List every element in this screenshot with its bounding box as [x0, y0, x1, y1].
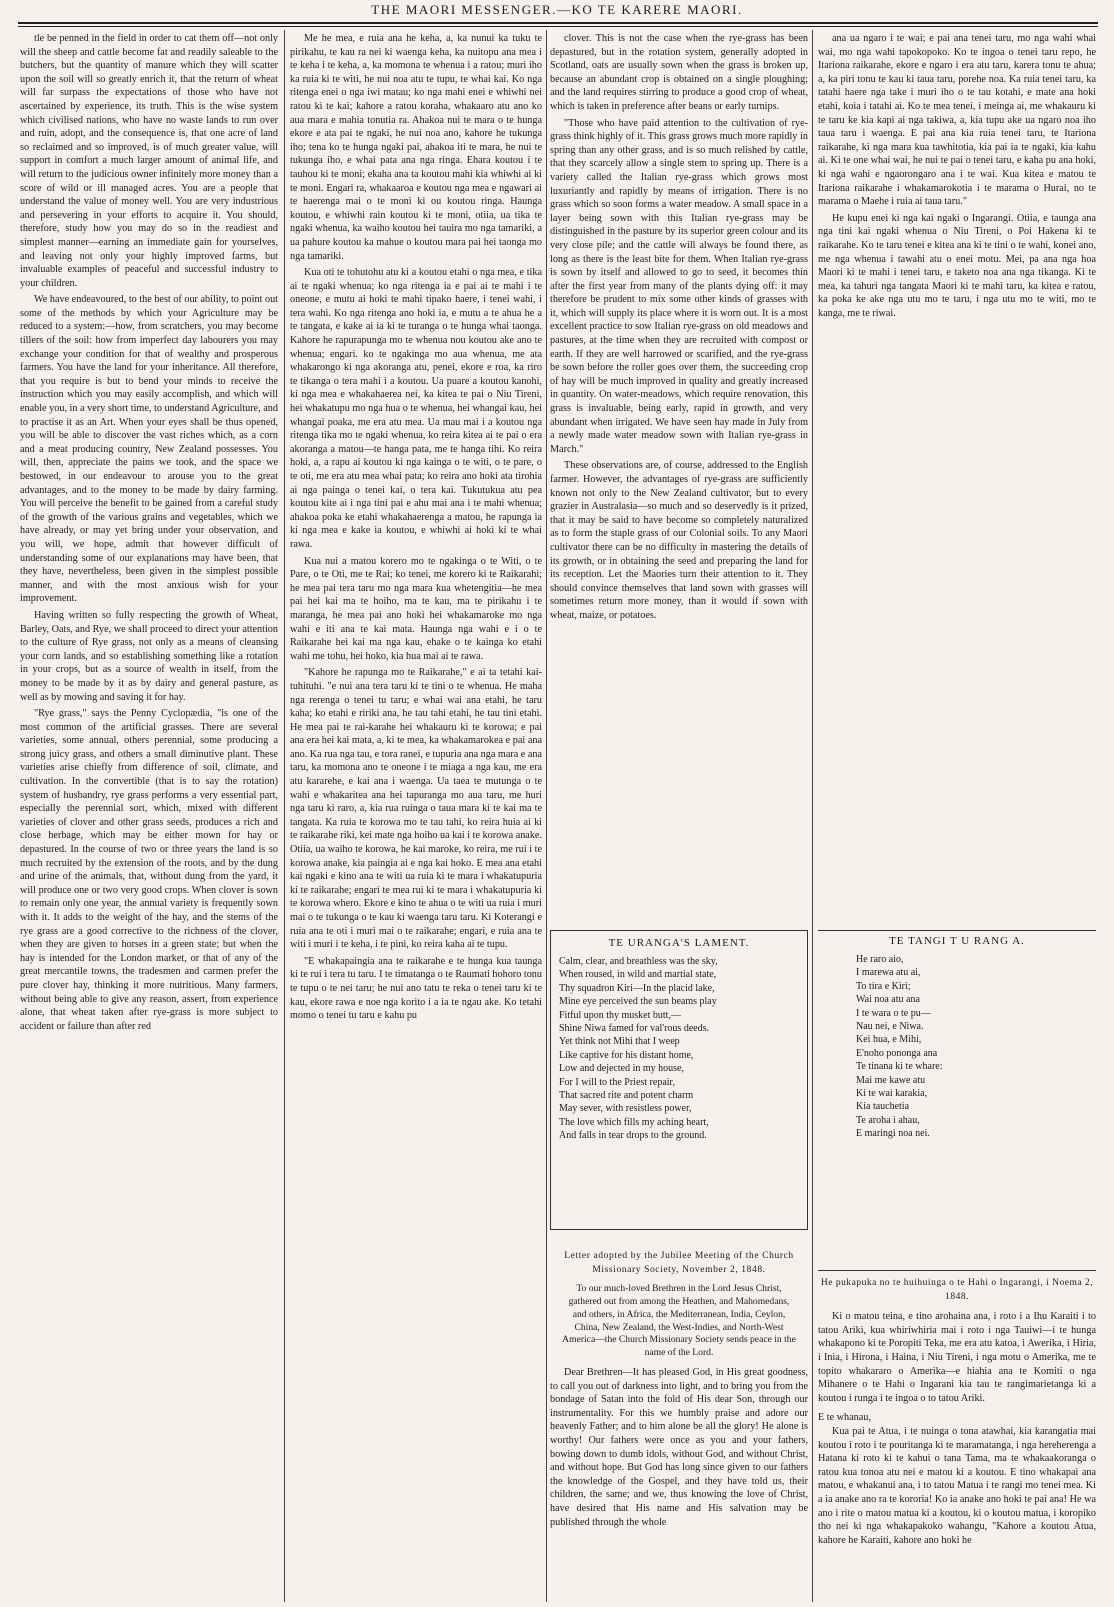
poem-line: Mai me kawe atu: [856, 1074, 926, 1086]
article-paragraph: clover. This is not the case when the rye-grass has been depastured, but in the rotation system, generally adopted in Scotland, oats are usually sown when the grass is broken up, because an abundant crop is obtained on a single ploughing; and the land requires stirring to produce a good crop of wheat, which is taken in preference after beans or early turnips.: [550, 33, 808, 112]
poem-line: Calm, clear, and breathless was the sky,: [559, 956, 718, 967]
letter-english: [550, 1250, 808, 1529]
poem-lament: [550, 930, 808, 1230]
letter-maori: [818, 1270, 1096, 1547]
poem-line: Thy squadron Kiri—In the placid lake,: [559, 982, 715, 994]
poem-line: And falls in tear drops to the ground.: [559, 1130, 707, 1142]
letter-heading: He pukapuka no te huihuinga o te Hahi o Ingarangi, i Noema 2, 1848.: [820, 1278, 1094, 1302]
article-paragraph: ana ua ngaro i te wai; e pai ana tenei taru, mo nga wahi whai wai, mo nga wahi tapokopoko. Ko te ingoa o tenei taru repo, he Itariona raikarahe, ekore e ngaro i era atu taru, karera tonu te ahua; a, ka piri tonu te kau ki taua taru, porehe noa. Ka ruia tenei taru, ka tatahi haere nga take i muri iho o te tau kotahi, e mate ana hoki etahi, koia i tatahi ai. Ko te mea tenei, i meinga ai, me whakauru ki te taru ke kia kapi ai nga takiwa, a, kia tupu ake ua ngaro noa iho taua taru i waenga. E pai ana kia ruia tenei taru, te Itariona raikarahe, ki nga mara kua tawhitotia, kia pai ia te ngaki, kia kahu ai. Ki te one whai wai, he nui te pai o tenei taru, e kaha pu ana hoki, ki nga wahi e ngaorongaro ana i te wai. Kua kitea e matou te Itariona raikarahe i whakamarokotia i te marama o Hurai, no te marama o Maehe i ruia ai taua taru.": [818, 33, 1096, 208]
column-maori-continued: [818, 32, 1096, 432]
article-paragraph: He kupu enei ki nga kai ngaki o Ingarangi. Otiia, e taunga ana nga tini kai ngaki whenua o Niu Tireni, o Poi Hakena ki te raikarahe. Ko te taru tenei e kitea ana ki te tini o te wahi, konei ano, me nga whenua i tawahi atu o enei motu. Mei, pa ana nga hoa Maori ki te mahi i tenei taru, e taketo noa ana nga tikanga. Ki te mea, ka tahuri nga tangata Maori ki te mahi taru, ka kitea e ratou, ka poka ke ake nga utu mo te taru, i nga utu mo te witi, mo te kanga, me te riwai.: [818, 212, 1096, 319]
masthead-rule: [18, 22, 1098, 24]
article-paragraph: Kua nui a matou korero mo te ngakinga o te Witi, o te Pare, o te Oti, me te Rai; ko tenei, me korero ki te Raikarahi; he mea pai tera taru mo nga mara kua whetengitia—he mea pai hei kai ma te hoiho, ma te kau, ma te pirikahu i te maranga, he mea pai ano hoki hei whakamaroke mo nga wahi e iti ana te kai mata. Haunga nga wahi e i o te Raikarahe hei kai ma nga kau, ehake o te kainga ko etahi wahi me tohu, hei hoko, kia hua mai ai te rawa.: [290, 555, 542, 662]
letter-intro: Ki o matou teina, e tino arohaina ana, i roto i a Ihu Karaiti i to tatou Ariki, kua whiriwhiria mai i roto i nga Tauiwi—i te hunga whakapono ki te Poropiti Teka, me era atu katoa, i Awerika, i Hiria, i Inia, i Hirona, i Haina, i Niu Tireni, i nga motu o Amerika, me te topito whakararo o Amerika—e hiahia ana te Komiti o nga Mihanere o te Hahi o Ingarani kia tau te rangimarietanga ki a koutou i runga i te ingoa o to tatou Ariki.: [818, 1311, 1096, 1404]
poem-line: To tira e Kiri;: [856, 980, 911, 992]
poem-line: May sever, with resistless power,: [559, 1103, 692, 1115]
poem-line: I marewa atu ai,: [856, 967, 921, 979]
article-paragraph: These observations are, of course, addressed to the English farmer. However, the advantages of rye-grass are sufficiently known not only to the New Zealand cultivator, but to every grazier in Australasia—so much and so deservedly is it prized, that it may be said to have become so completely naturalized as to form the staple grass of our Colonial soils. To any Maori cultivator there can be no difficulty in mastering the details of its growth, or in obtaining the seed and preparing the land for its reception. Let the Maories turn their attention to it. They should convince themselves that land sown with grasses will sometimes return more money, than it would if sown with wheat, maize, or potatoes.: [550, 460, 808, 621]
letter-address: To our much-loved Brethren in the Lord Jesus Christ, gathered out from among the Heathen, and Mahomedans, and others, in Africa, the Mediterranean, India, Ceylon, China, New Zealand, the West-Indies, and North-West America—the Church Missionary Society sends peace in the name of the Lord.: [562, 1283, 796, 1359]
article-paragraph: "E whakapaingia ana te raikarahe e te hunga kua taunga ki te rui i tera tu taru. I te timatanga o te Raumati hohoro tonu te tupu o te nei taru; he nui ano tatu te reka o tenei taru ki te kau, ekore rawa e noe nga korito i a ia te ngau ake. Ko tetahi momo o tenei tu taru e kahu pu: [290, 955, 542, 1022]
blank-space: [818, 440, 1096, 910]
poem-line: Ki te wai karakia,: [856, 1088, 928, 1100]
poem-line: The love which fills my aching heart,: [559, 1116, 709, 1128]
article-paragraph: Kua oti te tohutohu atu ki a koutou etahi o nga mea, e tika ai te ngaki whenua; ko nga ritenga ia e pai ai te mahi i te oneone, e mutu ai hoki te mahi tipako haere, i tenei wahi, i tera wahi. Ko nga ritenga ano hoki ia, e mutu a te ahua he a te tangata, e kake ai ia ki te turanga o te hunga whai taonga. Kahore he rapurapunga mo te whenua nou koutou ake ano te whenua; engari. ko te ngakinga mo aua whenua, me ata whakarongo ki nga akoranga atu, penei, ekore e roa, ka riro te tikanga o tera mahi i a koutou. Ua puare a koutou kanohi, ki nga mea e whakahaerea nei, ka kitea te pai o Niu Tireni, hei whakatupu mo nga hua o te whenua, hei whangai kau, hei whangai poaka, me era atu mea. Ua mau mai i a koutou nga ritenga tika mo te ngaki whenua, ko reira kitea ai te pai o era akoranga a matou—te hanga pata, me te hanga tihi. Ko reira hoki, a, a rapu ai koutou ki nga kainga o te witi, o te pare, o te oti, me era atu mea whai pata; ko reira ano hoki ata tirohia ai nga painga o tenei kai, o tera kai. Tukutukua atu pea koutou kite ai i nga tini pai e ahu mai ana i te mahi whenua; ahakoa poka ke etahi whakahaerenga a matou, he rapunga ia ki nga mea e kake ia koutou, e whiwhi ai hoki ki te whai rawa.: [290, 267, 542, 550]
poem-line: He raro aio,: [856, 954, 904, 965]
poem-line: Mine eye perceived the sun beams play: [559, 996, 717, 1008]
poem-line: E maringi noa nei.: [856, 1128, 930, 1140]
letter-heading: Letter adopted by the Jubilee Meeting of the Church Missionary Society, November 2, 1848.: [564, 1251, 794, 1275]
poem-line: Kei hua, e Mihi,: [856, 1034, 922, 1046]
poem-line: That sacred rite and potent charm: [559, 1090, 694, 1102]
article-paragraph: We have endeavoured, to the best of our ability, to point out some of the methods by which your Agriculture may be reduced to a system:—how, from scratchers, you may become tillers of the soil: how from imperfect day labourers you may exchange your condition for that of wealthy and prosperous farmers. You have the land for your inheritance. All therefore, that you require is but to bend your minds to receive the instruction which you may easily accomplish, and which will enable you, in a very short time, to understand Agriculture, and to practise it as an Art. When your eyes shall be thus opened, you will be able to discover the vast riches which, as a corn and a meat producing country, New Zealand possesses. You will, then, appreciate the pains we took, and the space we bestowed, in our endeavour to arouse you to the great advantages, and to the money to be made by dairy farming. You will perceive the benefit to be gained from a careful study of the growth of the various grains and vegetables, which we have already, or may yet bring under your observation, and you will, we hope, admit that however difficult of understanding some of our explanations may have been, that they have, nevertheless, been given in the simplest possible manner, and with the most anxious wish for your improvement.: [20, 294, 278, 605]
article-paragraph: "Those who have paid attention to the cultivation of rye-grass think highly of it. This grass grows much more rapidly in spring than any other grass, and is so much relished by cattle, that they scarcely allow a single stem to spring up. There is a variety called the Italian rye-grass which grows most luxuriantly and rapidly by means of irrigation. There is no grass which so soon forms a water meadow. A small space in a layer being sown with this Italian rye-grass may be distinguished in the pasture by its superior green colour and its very close pile; and the cattle will always be found there, as long as there is the least bite for them. When Italian rye-grass is sown by itself and allowed to go to seed, it becomes thin after the first year from many of the plants dying off: it may therefore be prudent to mix some other kinds of grasses with it, which will supply its place where it is worn out. It is a most excellent practice to sow Italian rye-grass on old meadows and pastures, at the time when they are recruited with compost or earth. If they are well harrowed or scarified, and the rye-grass be sown before the roller goes over them, the succeeding crop of hay will be much improved in quality and greatly increased in quantity. On water-meadows, which require renovation, this grass is invaluable, being early, rapid in growth, and very abundant when irrigated. We have seen hay made in July from a newly made water meadow sown with Italian rye-grass in March.": [550, 117, 808, 455]
article-paragraph: tle be penned in the field in order to cat them off—not only will the sheep and cattle become fat and readily saleable to the butchers, but the quantity of manure which they will scatter upon the soil will so greatly enrich it, that the return of wheat will far surpass the expectations of those who have not ascertained by experience, its truth. This is the wise system which civilised nations, who have no waste lands to run over and ruin, adopt, and the consequence is, that one acre of land so reclaimed and so improved, is of much greater value, will support in comfort a much larger amount of animal life, and will return to the judicious owner infinitely more money than a score of wild or ill managed acres. You are a people that understand the value of money well. You are very industrious and persevering in your efforts to acquire it. You should, therefore, study how you may do so in the readiest and simplest manner—earning an immediate gain for yourselves, and leaving not only your highly improved farms, but invaluable examples of peaceful and successful industry to your children.: [20, 33, 278, 289]
poem-line: I te wara o te pu—: [856, 1007, 931, 1019]
column-divider: [284, 30, 285, 1602]
masthead: THE MAORI MESSENGER.—KO TE KARERE MAORI.: [371, 2, 743, 17]
letter-salutation: E te whanau,: [818, 1412, 871, 1424]
letter-body: Dear Brethren—It has pleased God, in His great goodness, to call you out of darkness into light, and to bring you from the bondage of Satan into the fold of His dear Son, through our instrumentality. For this we humbly praise and adore our heavenly Father; and to him alone be all the glory! He alone is worthy! Our fathers were once as you and your fathers, bowing down to dumb idols, without God, and without Christ, and without hope. But God has long since given to our fathers the knowledge of the Gospel, and they have told us, their children, the same; and we, thus knowing the love of Christ, have desired that His name and His salvation may be published through the whole: [550, 1366, 808, 1528]
poem-title: TE URANGA'S LAMENT.: [608, 937, 750, 949]
poem-line: E'noho pononga ana: [856, 1047, 938, 1059]
poem-title: TE TANGI T U RANG A.: [889, 935, 1025, 947]
poem-line: Te aroha i ahau,: [856, 1114, 920, 1126]
article-paragraph: Me he mea, e ruia ana he keha, a, ka nunui ka tuku te pirikahu, te kau ra nei ki waenga keha, ka nuitopu ana mea i te keha i te keha, a, ka momona te whenua i a ratou; muri iho ka ruia ki te witi, he nui noa atu te tupu, te whai kai. Ko nga ritenga enei o nga iwi matau; ko nga mahi enei e whiwhi nei ratou ki te kai; kahore a ratou koraha, whakaaro atu ano ko aua mara e mahia tonutia ra. Ahakoa nui te mara o te hunga ekore e ata pai te ngaki, he nui noa ano, kahore he tukunga iho; tena ko te hunga ngaki pai, ahakoa iti te mara, he nui te tukunga iho, e whai pata ana nga ringa. Ehara koutou i te tauhou ki te moni; ekaha ana ta koutou mahi kia whiwhi ai ki te moni. Engari ra, whakaaroa e koutou nga mea e ngawari ai te haerenga mai o te moni ki ou koutou ringa. Haunga koutou, e whiwhi rain koutou ki te moni, otiia, ua tika te ngaki whenua, ka waiho koutou hei tauira mo nga tamariki, a ua pahure koutou ka mahue o koutou mara pai hei taonga mo nga tamariki.: [290, 33, 542, 262]
column-divider: [546, 30, 547, 1602]
poem-line: Te tinana ki te whare:: [856, 1061, 943, 1073]
article-paragraph: Having written so fully respecting the growth of Wheat, Barley, Oats, and Rye, we shall proceed to direct your attention to the culture of Rye grass, not only as a means of cleansing your corn lands, and so establishing something like a rotation in your crops, but as a source of wealth in itself, from the money to be made by it as by dairy and general pasture, as well as by mowing and saving it for hay.: [20, 609, 278, 703]
poem-line: Shine Niwa famed for val'rous deeds.: [559, 1023, 710, 1035]
article-paragraph: "Rye grass," says the Penny Cyclopædia, "is one of the most common of the artificial grasses. There are several varieties, some annual, others perennial, some producing a strong juicy grass, and others a small diminutive plant. These varieties arise chiefly from difference of soil, climate, and cultivation. In the convertible (that is to say the rotation) system of husbandry, rye grass performs a very essential part, especially the perennial sort, which, mixed with different varieties of clover and other grass seeds, produces a rich and close herbage, which may be either mown for hay or depastured. In the course of two or three years the land is so much recruited by the extension of the roots, and by the dung and urine of the animals, that, without dung from the yard, it will produce one or two very good crops. When clover is sown to remain only one year, the annual variety is frequently sown with it. It adds to the weight of the hay, and the stems of the rye grass are a good corrective to the richness of the clover, when they are given to horses in a green state; but when the hay is intended for the London market, or that of any of the great mercantile towns, the tradesmen and carmen prefer the pure clover hay, thinking it more nutritious. Many farmers, without being able to give any reason, assert, from experience alone, that wheat taken after rye-grass is more subject to accident or failure than after red: [20, 708, 278, 1032]
column-divider: [812, 30, 813, 1602]
letter-body: Kua pai te Atua, i te nuinga o tona atawhai, kia karangatia mai koutou i roto i te pouritanga ki te maramatanga, i nga hereherenga a Hatana ki roto ki te kahui o tana Tama, ma te whakaakoranga o ratou kua tonoa atu nei e matou ki a koutou. E tino whakapai ana matou, e whakanui ana, i to tatou Matua i te rangi mo tenei mea. Ki a ia anake ano ra te kororia! Ko ia anake ano hoki te pai ana! He wa ano i rite o matou matua ki a koutou, ki o koutou matua, i koropiko tho nei ki nga whakapakoko wahangu, "Kahore a koutou Atua, kahore he Karaiti, kahore ano hoki he: [818, 1425, 1096, 1546]
column-english-article: [20, 32, 278, 1602]
poem-line: Wai noa atu ana: [856, 994, 920, 1006]
poem-tangi: [818, 930, 1096, 1231]
column-english-continued: [550, 32, 808, 922]
column-maori-article: [290, 32, 542, 1602]
poem-line: Yet think not Mihi that I weep: [559, 1036, 680, 1048]
masthead-rule-thin: [18, 26, 1098, 27]
poem-line: Low and dejected in my house,: [559, 1063, 684, 1075]
poem-line: For I will to the Priest repair,: [559, 1076, 675, 1088]
poem-line: Like captive for his distant home,: [559, 1049, 694, 1061]
poem-line: When roused, in wild and martial state,: [559, 969, 717, 981]
poem-line: Nau nei, e Niwa.: [856, 1021, 924, 1033]
poem-line: Kia tauchetia: [856, 1101, 910, 1113]
poem-line: Fitful upon thy musket butt,—: [559, 1009, 681, 1021]
article-paragraph: "Kahore he rapunga mo te Raikarahe," e ai ta tetahi kai-tuhituhi. "e nui ana tera taru ki te tini o te whenua. He maha nga rerenga o tenei tu taru; e whai wai ana etahi, he taru kaha; ko etahi e ririki ana, he tau tahi etahi, he tau tini etahi. He mea pai te rai-karahe hei whakauru ki te korowa; e pai ana era hei kai mata, a, ki te mea, ka whakamarokea e pai ana ano. Ka rua nga tau, e tora ranei, e tupuria ana nga mara e ana taru, ka momona ano te oneone i te miaga a nga kau, me era atu kararehe, e kai ana i waenga. Ua taea te mutunga o te wahi e whakaritea ana hei tapuranga mo aua taru, me huri nga taru ki raro, a, kia rua ruinga o taua mara ki te kai ma te tangata. Ka ruia te korowa mo te tau tahi, ko reira huia ai ki te raikarahe riki, kei mate nga hoiho ua kai i te korowa anake. Otiia, ua waiho te korowa, he kai maroke, ko reira, me rui i te korowa anake, kia paingia ai e nga kai hoko. E mea ana etahi kai ngaki e kino ana te witi ua ruia ki te mara i whakatupuria ki te raikarahe; engari te mea rui ki te mara i whakatupuria ki te korowa whero. Ekore e kino te ahua o te witi ua ruia i muri mai o te tukunga o te kau ki waenga taru taru. Ki Koterangi e ruia ana te oti i muri mai o te raikarahe; engari, e ruia ana te witi i muri i te keha, i te pini, ko reira kaha ai te tupu.: [290, 667, 542, 951]
